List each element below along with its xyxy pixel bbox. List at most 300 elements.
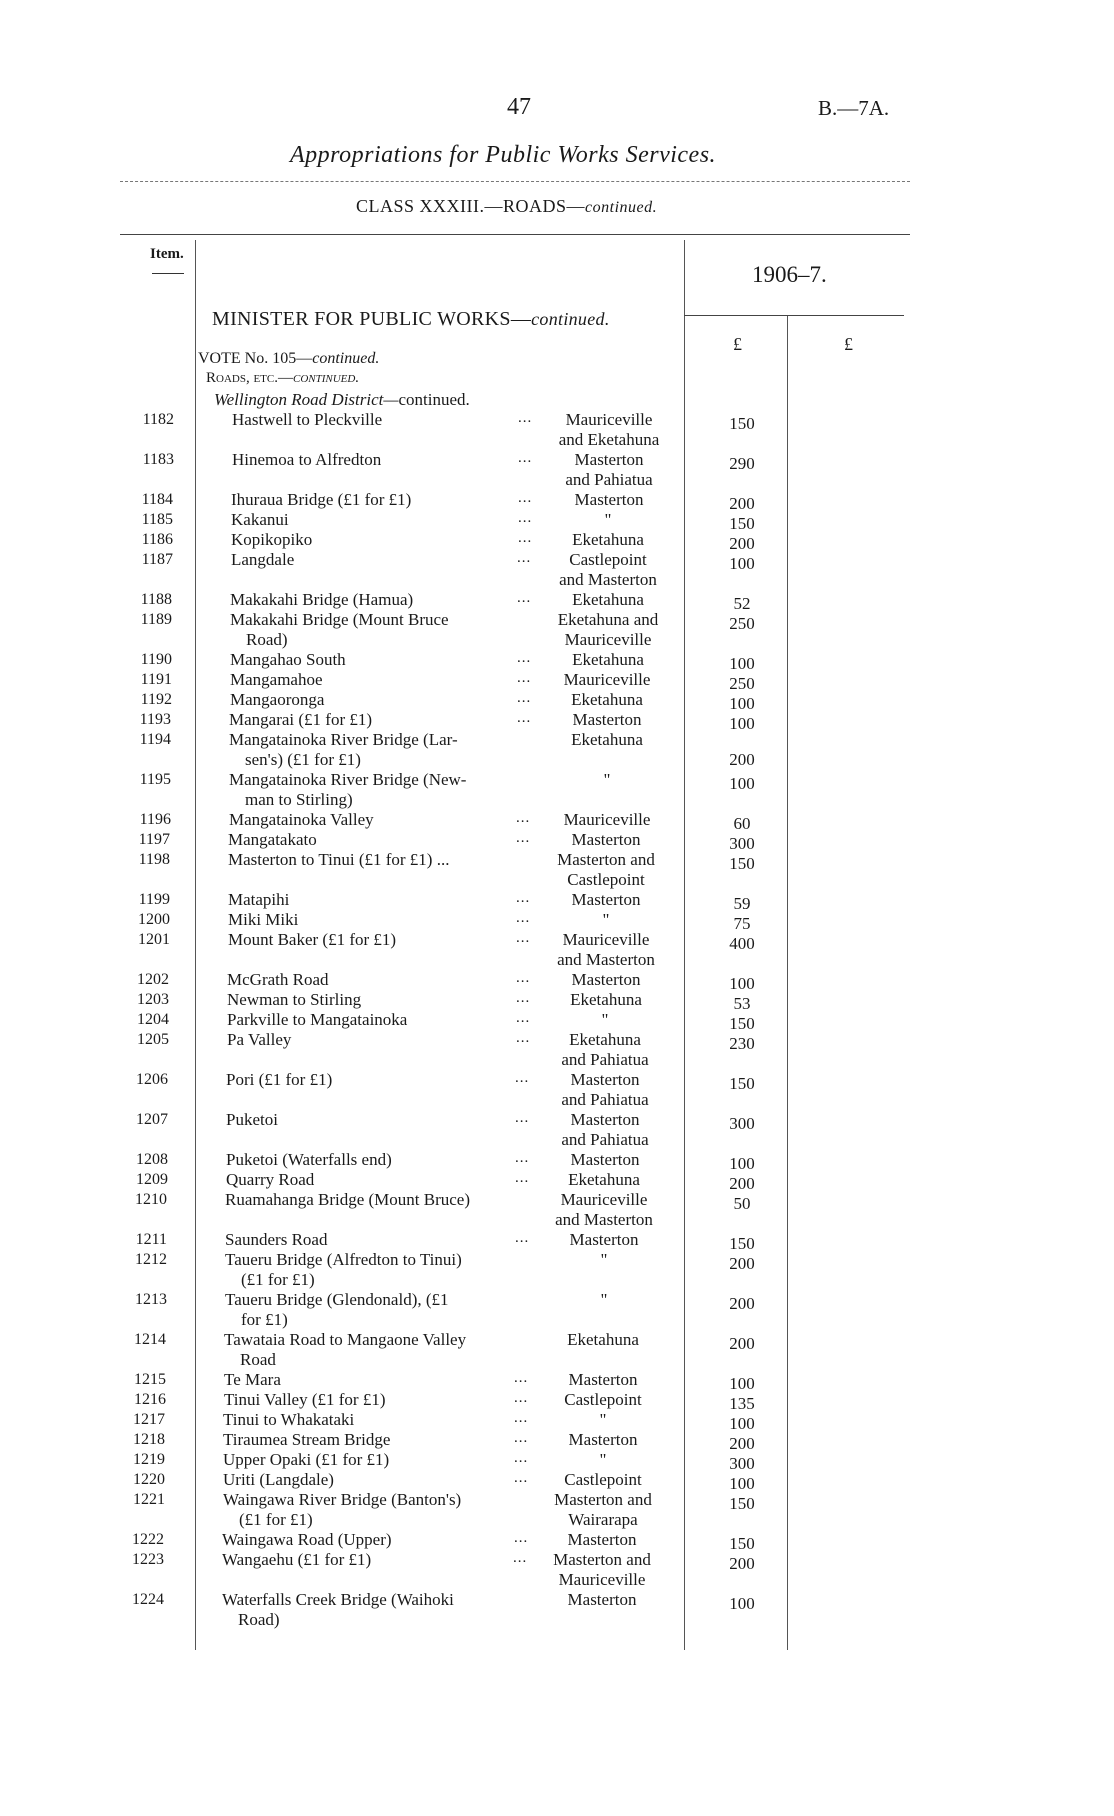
county-name-line: Castlepoint (564, 1390, 642, 1409)
county-name (528, 1410, 678, 1430)
item-number: 1205 (137, 1031, 169, 1048)
work-description (228, 850, 449, 870)
item-number: 1185 (141, 511, 173, 528)
amount: 150 (729, 514, 755, 533)
county-name-line: Masterton (574, 450, 644, 469)
work-description-line: Mangarai (£1 for £1) (229, 710, 373, 729)
amount: 300 (729, 834, 755, 853)
work-description-line: Puketoi (226, 1110, 278, 1129)
amount: 300 (729, 1114, 755, 1133)
work-description-line: Tinui Valley (£1 for £1) (224, 1390, 386, 1409)
item-column-divider (195, 240, 196, 1650)
county-name-line: Mauriceville (560, 1190, 648, 1209)
item-number: 1196 (139, 811, 171, 828)
amount: 135 (729, 1394, 755, 1413)
work-description-line: Newman to Stirling (227, 990, 362, 1009)
item-number: 1214 (134, 1331, 166, 1348)
county-name-continued: Mauriceville (564, 630, 652, 649)
county-name-line: Eketahuna (572, 650, 644, 669)
county-name-line: Masterton and (554, 1490, 652, 1509)
county-name-line: " (602, 910, 610, 929)
header-top-rule (120, 234, 910, 235)
amount: 200 (729, 750, 755, 769)
work-description-line: Kakanui (231, 510, 289, 529)
county-name (532, 770, 682, 790)
amount: 250 (729, 674, 755, 693)
item-number: 1207 (136, 1111, 168, 1128)
item-number: 1188 (140, 591, 172, 608)
county-name-continued: and Masterton (555, 1210, 653, 1229)
work-description (225, 1250, 462, 1290)
item-number: 1194 (139, 731, 171, 748)
county-name-line: Eketahuna (567, 1330, 639, 1349)
leader-dots: ... (518, 530, 533, 546)
work-description (227, 990, 361, 1010)
amount: 200 (729, 1334, 755, 1353)
leader-dots: ... (516, 830, 531, 846)
county-name (531, 850, 681, 890)
item-number: 1202 (137, 971, 169, 988)
county-name-line: Eketahuna (569, 1030, 641, 1049)
work-description-continued: man to Stirling) (245, 790, 353, 809)
amount: 100 (729, 1374, 755, 1393)
work-description-line: Waterfalls Creek Bridge (Waihoki (222, 1590, 454, 1609)
work-description-line: Mangatainoka River Bridge (Lar- (229, 730, 458, 749)
county-name (529, 1290, 679, 1310)
county-name-line: Castlepoint (564, 1470, 642, 1489)
year-header-rule (684, 315, 904, 316)
work-description-line: Miki Miki (228, 910, 299, 929)
county-name (531, 970, 681, 990)
county-name-line: Eketahuna (572, 530, 644, 549)
amount: 150 (729, 1014, 755, 1033)
district-heading-text: Wellington Road District— (214, 390, 399, 409)
work-description-line: Uriti (Langdale) (223, 1470, 334, 1489)
currency-symbol-items: £ (733, 334, 742, 354)
county-name-line: Masterton (570, 1110, 640, 1129)
leader-dots: ... (515, 1230, 530, 1246)
county-name (534, 490, 684, 510)
amount: 150 (729, 1534, 755, 1553)
class-heading-text: CLASS XXXIII.—ROADS— (356, 196, 586, 216)
leader-dots: ... (518, 510, 533, 526)
amount: 50 (733, 1194, 751, 1213)
amount: 150 (729, 414, 755, 433)
work-description (229, 810, 374, 830)
item-number: 1195 (139, 771, 171, 788)
county-name-line: Mauriceville (563, 670, 651, 689)
item-number: 1183 (142, 451, 174, 468)
county-name (528, 1470, 678, 1490)
county-name (531, 890, 681, 910)
leader-dots: ... (518, 490, 533, 506)
item-number: 1222 (132, 1531, 164, 1548)
work-description-continued: sen's) (£1 for £1) (245, 750, 361, 769)
county-name-line: " (599, 1450, 607, 1469)
county-name-line: Masterton (572, 710, 642, 729)
item-number: 1213 (135, 1291, 167, 1308)
leader-dots: ... (518, 450, 533, 466)
county-name (532, 730, 682, 750)
county-name-line: Masterton (569, 1230, 639, 1249)
work-description-line: Quarry Road (226, 1170, 315, 1189)
vote-heading-text: VOTE No. 105— (198, 350, 313, 367)
county-name-line: Eketahuna (571, 730, 643, 749)
amount: 150 (729, 1234, 755, 1253)
leader-dots: ... (516, 930, 531, 946)
item-number: 1221 (133, 1491, 165, 1508)
county-name (530, 1030, 680, 1070)
county-name (533, 550, 683, 590)
leader-dots: ... (517, 710, 532, 726)
county-name-continued: and Masterton (559, 570, 657, 589)
amount: 100 (729, 1414, 755, 1433)
county-name (531, 910, 681, 930)
item-number: 1193 (139, 711, 171, 728)
item-number: 1217 (133, 1411, 165, 1428)
leader-dots: ... (515, 1070, 530, 1086)
work-description-line: Puketoi (Waterfalls end) (226, 1150, 392, 1169)
county-name (532, 810, 682, 830)
amount: 230 (729, 1034, 755, 1053)
work-description-line: Kopikopiko (231, 530, 313, 549)
county-name-line: " (599, 1410, 607, 1429)
vote-heading-continued: continued. (312, 350, 380, 367)
item-number: 1191 (140, 671, 172, 688)
work-description-line: Mangaoronga (230, 690, 325, 709)
county-name (530, 1110, 680, 1150)
work-description (224, 1390, 386, 1410)
leader-dots: ... (516, 890, 531, 906)
county-name (530, 1070, 680, 1110)
county-name (529, 1230, 679, 1250)
subhead-roads-text: Roads, etc.— (206, 370, 293, 386)
county-name (534, 410, 684, 450)
leader-dots: ... (516, 1030, 531, 1046)
work-description (229, 710, 372, 730)
county-name (534, 450, 684, 490)
work-description (222, 1550, 371, 1570)
county-name-continued: and Masterton (557, 950, 655, 969)
item-number: 1190 (140, 651, 172, 668)
item-number: 1184 (141, 491, 173, 508)
minister-heading (212, 308, 610, 331)
item-number: 1198 (138, 851, 170, 868)
county-name-line: Eketahuna (570, 990, 642, 1009)
county-name (528, 1330, 678, 1350)
work-description (230, 610, 449, 650)
county-name (528, 1390, 678, 1410)
leader-dots: ... (517, 690, 532, 706)
item-number: 1219 (133, 1451, 165, 1468)
amount: 100 (729, 554, 755, 573)
county-name (529, 1250, 679, 1270)
county-name-continued: and Eketahuna (558, 430, 660, 449)
work-description (229, 730, 458, 770)
item-header-underline (152, 273, 184, 274)
leader-dots: ... (514, 1410, 529, 1426)
work-description-line: Pa Valley (227, 1030, 292, 1049)
work-description (228, 910, 298, 930)
leader-dots: ... (514, 1370, 529, 1386)
county-name-line: Masterton (571, 890, 641, 909)
county-name-line: Eketahuna (571, 690, 643, 709)
item-number: 1223 (132, 1551, 164, 1568)
work-description-line: Mangatakato (228, 830, 317, 849)
county-name (531, 830, 681, 850)
work-description (223, 1430, 390, 1450)
county-name (533, 590, 683, 610)
amount: 250 (729, 614, 755, 633)
county-name-continued: and Pahiatua (561, 1130, 649, 1149)
work-description (225, 1230, 327, 1250)
work-description (231, 510, 289, 530)
county-name-continued: and Pahiatua (565, 470, 653, 489)
amount: 400 (729, 934, 755, 953)
work-description-line: Tinui to Whakataki (223, 1410, 355, 1429)
work-description (229, 770, 466, 810)
county-name-line: " (604, 510, 612, 529)
work-description-line: Makakahi Bridge (Hamua) (230, 590, 414, 609)
work-description (231, 490, 411, 510)
county-name (528, 1430, 678, 1450)
work-description-line: Taueru Bridge (Alfredton to Tinui) (225, 1250, 462, 1269)
work-description (231, 550, 294, 570)
work-description-continued: Road) (238, 1610, 280, 1629)
amount: 300 (729, 1454, 755, 1473)
leader-dots: ... (515, 1110, 530, 1126)
work-description (223, 1410, 354, 1430)
county-name-continued: Mauriceville (558, 1570, 646, 1589)
county-name-line: Mauriceville (562, 930, 650, 949)
year-column-header: 1906–7. (752, 262, 827, 287)
county-name-continued: and Pahiatua (561, 1050, 649, 1069)
amount: 100 (729, 714, 755, 733)
leader-dots: ... (517, 670, 532, 686)
county-name-line: " (600, 1250, 608, 1269)
work-description (223, 1470, 334, 1490)
item-column-header: Item. (150, 246, 184, 262)
work-description-line: Mangatainoka Valley (229, 810, 374, 829)
item-number: 1192 (140, 691, 172, 708)
county-name (527, 1530, 677, 1550)
county-name-line: Mauriceville (565, 410, 653, 429)
work-description (232, 450, 381, 470)
class-heading (356, 196, 657, 217)
amount: 60 (733, 814, 751, 833)
item-number: 1224 (132, 1591, 164, 1608)
county-name-line: " (600, 1290, 608, 1309)
amount: 150 (729, 1494, 755, 1513)
work-description (226, 1110, 278, 1130)
work-description-line: Upper Opaki (£1 for £1) (223, 1450, 390, 1469)
amount: 200 (729, 1294, 755, 1313)
amount: 100 (729, 654, 755, 673)
item-number: 1220 (133, 1471, 165, 1488)
item-number: 1212 (135, 1251, 167, 1268)
amount: 100 (729, 1154, 755, 1173)
work-description-continued: (£1 for £1) (241, 1270, 315, 1289)
work-description-line: Langdale (231, 550, 295, 569)
item-number: 1186 (141, 531, 173, 548)
work-description-line: Te Mara (224, 1370, 281, 1389)
work-description (230, 670, 323, 690)
leader-dots: ... (518, 410, 533, 426)
minister-heading-continued: continued. (531, 309, 610, 329)
amount: 200 (729, 1174, 755, 1193)
county-name (530, 1010, 680, 1030)
item-number: 1206 (136, 1071, 168, 1088)
county-name (531, 990, 681, 1010)
county-name (533, 610, 683, 650)
amount: 200 (729, 534, 755, 553)
county-name (531, 930, 681, 970)
county-name-line: Masterton (571, 970, 641, 989)
leader-dots: ... (517, 590, 532, 606)
work-description-line: McGrath Road (227, 970, 329, 989)
amount: 52 (733, 594, 751, 613)
item-number: 1215 (134, 1371, 166, 1388)
leader-dots: ... (515, 1170, 530, 1186)
county-name-continued: Castlepoint (567, 870, 645, 889)
work-description-line: Mount Baker (£1 for £1) (228, 930, 397, 949)
leader-dots: ... (514, 1450, 529, 1466)
county-name (527, 1590, 677, 1610)
county-name-line: Eketahuna (568, 1170, 640, 1189)
county-name-line: Masterton and (553, 1550, 651, 1569)
page-number: 47 (507, 94, 531, 120)
county-name (533, 530, 683, 550)
county-name (532, 690, 682, 710)
item-number: 1218 (133, 1431, 165, 1448)
leader-dots: ... (514, 1430, 529, 1446)
work-description (222, 1530, 392, 1550)
work-description (228, 890, 289, 910)
county-name-line: Masterton (574, 490, 644, 509)
title-rule (120, 181, 910, 182)
county-name (528, 1450, 678, 1470)
amount: 200 (729, 494, 755, 513)
leader-dots: ... (513, 1550, 528, 1566)
work-description (223, 1450, 389, 1470)
item-number: 1209 (136, 1171, 168, 1188)
work-description-continued: Road) (246, 630, 288, 649)
item-number: 1208 (136, 1151, 168, 1168)
county-name-line: Masterton (571, 830, 641, 849)
work-description (225, 1190, 470, 1210)
county-name (529, 1190, 679, 1230)
leader-dots: ... (517, 650, 532, 666)
work-description-line: Tiraumea Stream Bridge (223, 1430, 391, 1449)
currency-symbol-totals: £ (844, 334, 853, 354)
work-description-line: Waingawa River Bridge (Banton's) (223, 1490, 462, 1509)
county-name-line: " (601, 1010, 609, 1029)
county-name (528, 1370, 678, 1390)
work-description-line: Ruamahanga Bridge (Mount Bruce) (225, 1190, 471, 1209)
page-title: Appropriations for Public Works Services. (290, 142, 717, 168)
item-number: 1204 (137, 1011, 169, 1028)
leader-dots: ... (516, 810, 531, 826)
work-description-line: Mangamahoe (230, 670, 323, 689)
county-name-line: Masterton (570, 1070, 640, 1089)
item-number: 1203 (137, 991, 169, 1008)
county-name-line: Eketahuna (572, 590, 644, 609)
work-description-line: Hinemoa to Alfredton (232, 450, 382, 469)
county-name-continued: and Pahiatua (561, 1090, 649, 1109)
leader-dots: ... (516, 970, 531, 986)
county-name-line: Eketahuna and (557, 610, 659, 629)
leader-dots: ... (517, 550, 532, 566)
class-heading-continued: continued. (585, 199, 658, 216)
document-reference: B.—7A. (818, 96, 890, 120)
county-name-line: Masterton and (557, 850, 655, 869)
item-number: 1200 (138, 911, 170, 928)
work-description-line: Hastwell to Pleckville (232, 410, 383, 429)
item-number: 1201 (138, 931, 170, 948)
amount: 200 (729, 1434, 755, 1453)
amount: 59 (733, 894, 751, 913)
county-name-line: Mauriceville (563, 810, 651, 829)
work-description-line: Tawataia Road to Mangaone Valley (224, 1330, 467, 1349)
work-description (224, 1330, 466, 1370)
work-description (225, 1290, 449, 1330)
work-description-line: Wangaehu (£1 for £1) (222, 1550, 372, 1569)
work-description (230, 650, 346, 670)
district-heading (214, 390, 470, 410)
amount: 100 (729, 1594, 755, 1613)
work-description-continued: for £1) (241, 1310, 288, 1329)
county-name-line: " (603, 770, 611, 789)
work-description-line: Waingawa Road (Upper) (222, 1530, 392, 1549)
amount: 290 (729, 454, 755, 473)
item-number: 1182 (142, 411, 174, 428)
county-name-continued: Wairarapa (568, 1510, 638, 1529)
amount: 200 (729, 1554, 755, 1573)
work-description (227, 1010, 407, 1030)
amount: 100 (729, 974, 755, 993)
amount: 150 (729, 1074, 755, 1093)
county-name-line: Castlepoint (569, 550, 647, 569)
county-column-divider (684, 240, 685, 1650)
district-heading-continued: continued. (398, 390, 470, 409)
work-description (223, 1490, 461, 1530)
item-number: 1187 (141, 551, 173, 568)
work-description (227, 970, 329, 990)
subhead-roads-continued: continued. (292, 370, 360, 386)
amount-column-divider (787, 316, 788, 1650)
work-description-continued: (£1 for £1) (239, 1510, 313, 1529)
leader-dots: ... (515, 1150, 530, 1166)
work-description-line: Mangatainoka River Bridge (New- (229, 770, 467, 789)
amount: 100 (729, 694, 755, 713)
work-description-line: Ihuraua Bridge (£1 for £1) (231, 490, 412, 509)
work-description-line: Masterton to Tinui (£1 for £1) ... (228, 850, 450, 869)
county-name (533, 650, 683, 670)
leader-dots: ... (514, 1530, 529, 1546)
vote-heading (198, 350, 379, 368)
county-name (529, 1170, 679, 1190)
leader-dots: ... (516, 1010, 531, 1026)
work-description-line: Matapihi (228, 890, 290, 909)
amount: 150 (729, 854, 755, 873)
work-description-continued: Road (240, 1350, 276, 1369)
county-name (527, 1550, 677, 1590)
work-description (230, 590, 413, 610)
item-number: 1197 (138, 831, 170, 848)
work-description (222, 1590, 454, 1630)
amount: 100 (729, 1474, 755, 1493)
county-name-line: Masterton (567, 1530, 637, 1549)
